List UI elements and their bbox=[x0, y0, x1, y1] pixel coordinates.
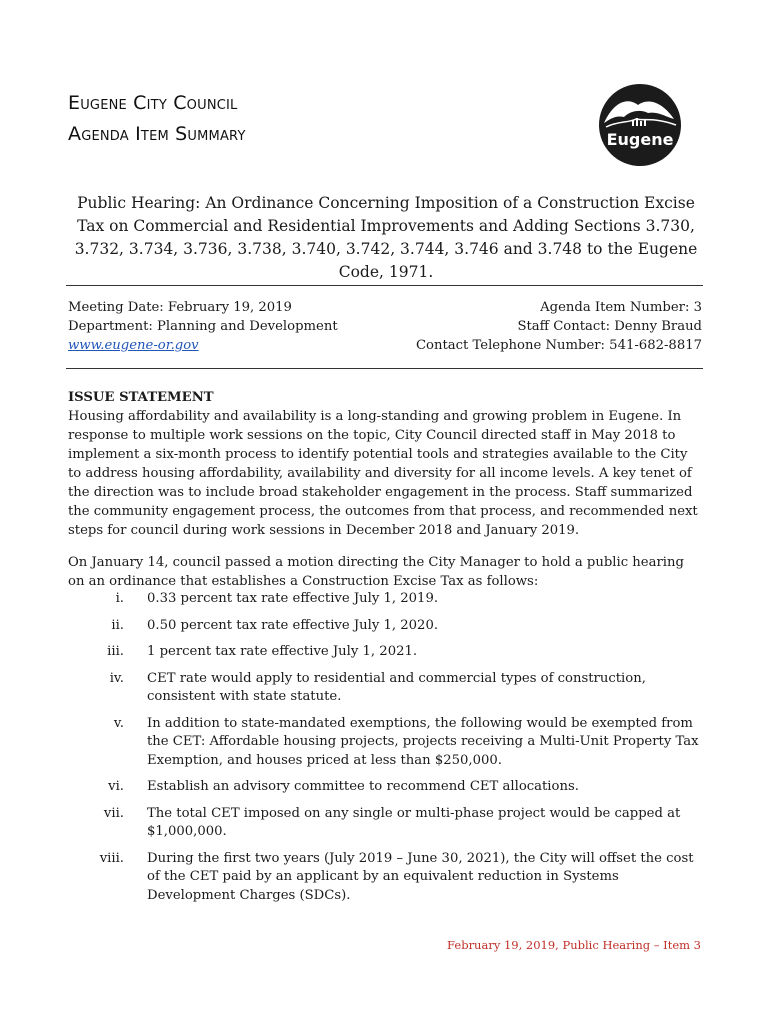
list-item bbox=[68, 805, 704, 842]
issue-paragraph-1: Housing affordability and availability is a long-standing and growing problem in Eugene. In response to multiple work sessions on the topic, City Council directed staff in May 2018 to implement a six-month process to identify potential tools and strategies available to the City to address housing affordability, availability and diversity for all income levels. A key tenet of the direction was to include broad stakeholder engagement in the process. Staff summarized the community engagement process, the outcomes from that process, and recommended next steps for council during work sessions in December 2018 and January 2019. bbox=[68, 409, 698, 538]
meeting-date: Meeting Date: February 19, 2019 bbox=[68, 300, 292, 315]
list-item-number: i. bbox=[115, 591, 124, 606]
list-item-text: Establish an advisory committee to recommend CET allocations. bbox=[147, 779, 579, 794]
website-link[interactable]: www.eugene-or.gov bbox=[68, 338, 199, 353]
list-item bbox=[68, 715, 704, 771]
list-item-text: 0.50 percent tax rate effective July 1, 2020. bbox=[147, 617, 439, 633]
list-item bbox=[68, 590, 704, 609]
list-item-number: viii. bbox=[99, 850, 124, 866]
heading-line-2: Agenda Item Summary bbox=[68, 123, 246, 145]
issue-statement bbox=[68, 388, 704, 540]
agenda-item-number: Agenda Item Number: 3 bbox=[540, 300, 702, 315]
issue-heading: ISSUE STATEMENT bbox=[68, 390, 214, 405]
logo-wordmark: Eugene bbox=[606, 130, 674, 149]
list-item bbox=[68, 643, 704, 662]
eugene-logo bbox=[598, 83, 682, 167]
list-item-number: iv. bbox=[109, 670, 124, 686]
list-item-number: iii. bbox=[107, 644, 124, 659]
department: Department: Planning and Development bbox=[68, 319, 338, 334]
agenda-title: Public Hearing: An Ordinance Concerning Imposition of a Construction Excise Tax on Commercial and Residential Improvements and Adding Sections 3.730, 3.732, 3.734, 3.736, 3.738, 3.740, 3.742, 3.744, 3.746 and 3.748 to the Eugene Code, 1971. bbox=[74, 194, 698, 281]
contact-phone: Contact Telephone Number: 541-682-8817 bbox=[415, 338, 702, 353]
issue-paragraph-2: On January 14, council passed a motion directing the City Manager to hold a public hearing on an ordinance that establishes a Construction Excise Tax as follows: bbox=[68, 555, 684, 589]
staff-contact: Staff Contact: Denny Braud bbox=[517, 319, 702, 334]
list-item-number: v. bbox=[113, 715, 124, 731]
cet-provisions-list bbox=[68, 590, 704, 913]
list-item-text: During the first two years (July 2019 – June 30, 2021), the City will offset the cost of the CET paid by an applicant by an equivalent reduction in Systems Development Charges (SDCs). bbox=[147, 850, 694, 903]
list-item-number: vii. bbox=[103, 805, 124, 821]
list-item-number: ii. bbox=[111, 617, 124, 633]
meta-right bbox=[416, 298, 702, 355]
divider-top bbox=[66, 285, 703, 286]
list-item-text: 1 percent tax rate effective July 1, 2021. bbox=[147, 644, 418, 659]
list-item bbox=[68, 778, 704, 797]
page-footer: February 19, 2019, Public Hearing – Item 3 bbox=[447, 938, 701, 952]
meta-left bbox=[68, 298, 338, 355]
list-item bbox=[68, 670, 704, 707]
list-item-text: CET rate would apply to residential and commercial types of construction, consistent with state statute. bbox=[147, 670, 646, 704]
document-heading bbox=[68, 88, 246, 150]
list-item bbox=[68, 617, 704, 636]
list-item bbox=[68, 850, 704, 906]
list-item-text: The total CET imposed on any single or multi-phase project would be capped at $1,000,000. bbox=[147, 805, 681, 839]
list-item-text: 0.33 percent tax rate effective July 1, 2019. bbox=[147, 591, 439, 606]
divider-bottom bbox=[66, 368, 703, 369]
heading-line-1: Eugene City Council bbox=[68, 92, 238, 114]
list-item-text: In addition to state-mandated exemptions, the following would be exempted from the CET: Affordable housing projects, projects receiving a Multi-Unit Property Tax Exemption, and houses priced at less than $250,000. bbox=[147, 715, 699, 768]
list-item-number: vi. bbox=[108, 779, 124, 794]
